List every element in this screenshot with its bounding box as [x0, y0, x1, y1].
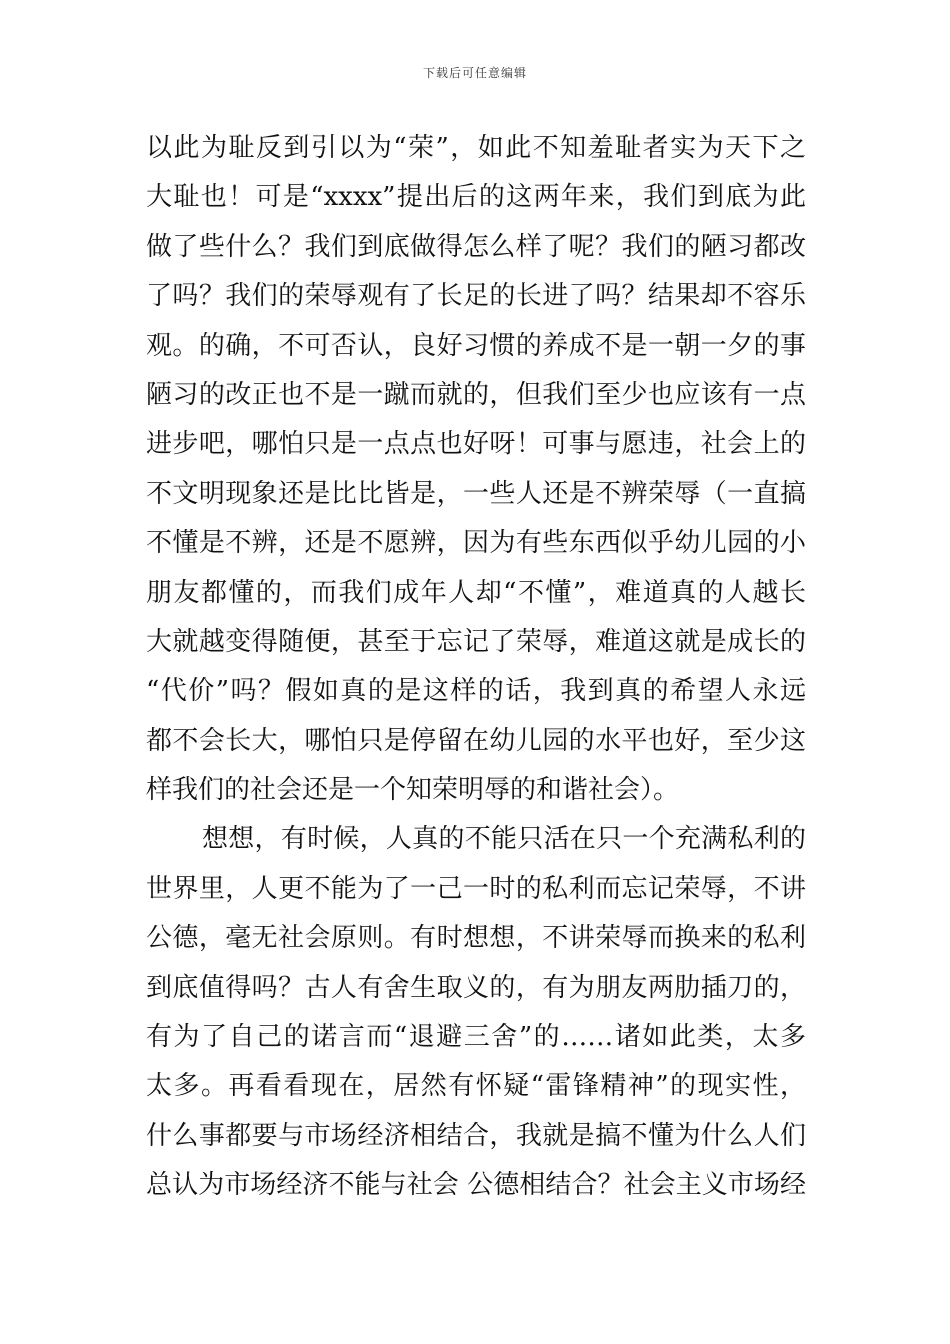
body-text — [146, 124, 806, 1211]
text-line: 有为了自己的诺言而“退避三舍”的……诸如此类，太多 — [146, 1022, 806, 1053]
text-line: 不懂是不辨，还是不愿辨，因为有些东西似乎幼儿园的小 — [146, 528, 806, 559]
text-line: 朋友都懂的，而我们成年人却“不懂”，难道真的人越长 — [146, 577, 806, 608]
text-line: 进步吧，哪怕只是一点点也好呀！可事与愿违，社会上的 — [146, 429, 806, 460]
text-line: 到底值得吗？古人有舍生取义的，有为朋友两肋插刀的， — [146, 972, 806, 1003]
text-line: 不文明现象还是比比皆是，一些人还是不辨荣辱（一直搞 — [146, 478, 806, 509]
text-line: 样我们的社会还是一个知荣明辱的和谐社会）。 — [146, 775, 680, 806]
text-line: 都不会长大，哪怕只是停留在幼儿园的水平也好，至少这 — [146, 725, 806, 756]
text-line: 大耻也！可是“xxxx”提出后的这两年来，我们到底为此 — [146, 182, 806, 213]
text-line: 什么事都要与市场经济相结合，我就是搞不懂为什么人们 — [146, 1120, 806, 1151]
text-line: 观。的确，不可否认，良好习惯的养成不是一朝一夕的事 — [146, 330, 806, 361]
text-line: 大就越变得随便，甚至于忘记了荣辱，难道这就是成长的 — [146, 626, 806, 657]
page-header: 下载后可任意编辑 — [422, 66, 527, 80]
text-line: 了吗？我们的荣辱观有了长足的长进了吗？结果却不容乐 — [146, 281, 806, 312]
text-line: 世界里，人更不能为了一己一时的私利而忘记荣辱，不讲 — [146, 873, 806, 904]
text-line: 陋习的改正也不是一蹴而就的，但我们至少也应该有一点 — [146, 379, 806, 410]
text-line: 公德，毫无社会原则。有时想想，不讲荣辱而换来的私利 — [146, 923, 806, 954]
text-line: 做了些什么？我们到底做得怎么样了呢？我们的陋习都改 — [146, 231, 806, 262]
text-line: 以此为耻反到引以为“荣”，如此不知羞耻者实为天下之 — [146, 133, 806, 163]
text-line: 总认为市场经济不能与社会 公德相结合？社会主义市场经 — [146, 1170, 806, 1201]
text-line: “代价”吗？假如真的是这样的话，我到真的希望人永远 — [146, 676, 806, 707]
text-line: 太多。再看看现在，居然有怀疑“雷锋精神”的现实性， — [146, 1071, 806, 1102]
paragraph-first-line: 想想，有时候，人真的不能只活在只一个充满私利的 — [202, 824, 806, 855]
